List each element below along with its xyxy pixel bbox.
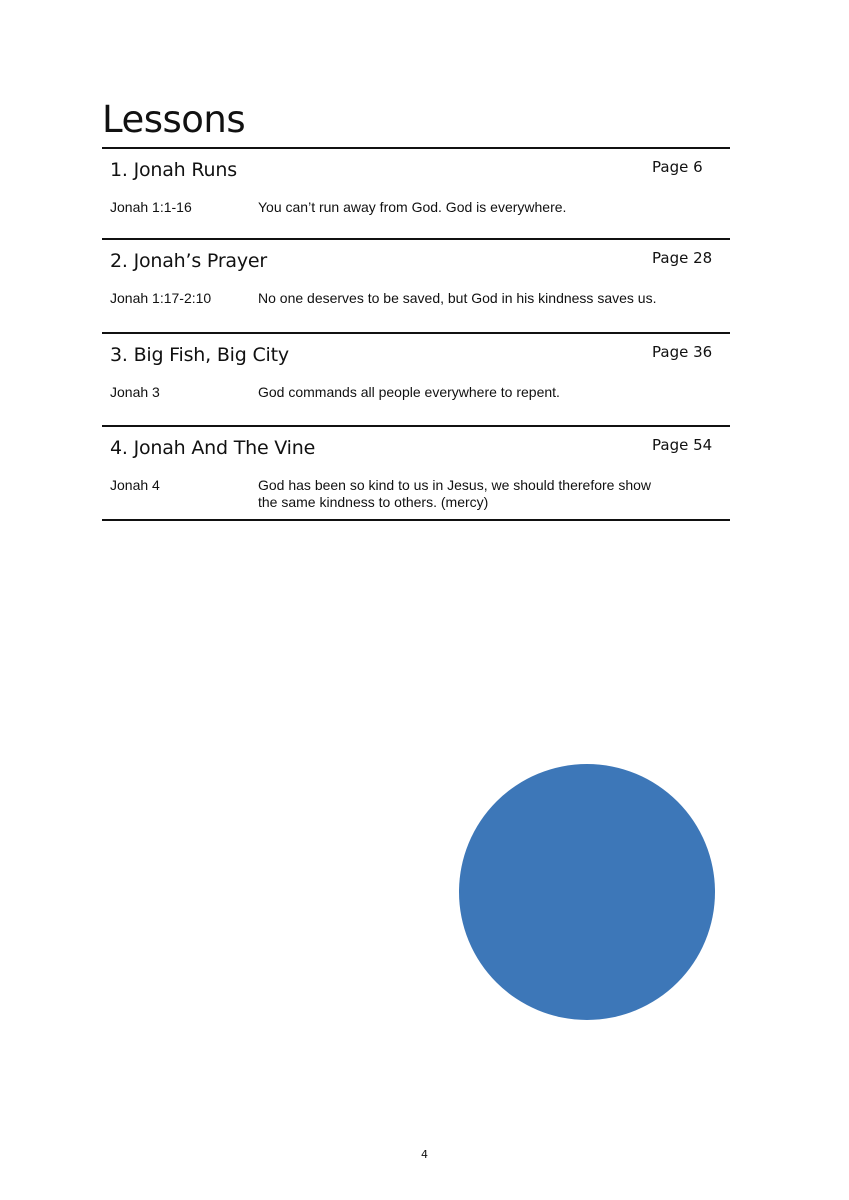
lesson-page-ref: Page 28 xyxy=(652,249,713,267)
lesson-row-1 xyxy=(102,149,730,240)
lesson-row-4 xyxy=(102,427,730,521)
lesson-summary: You can’t run away from God. God is everywhere. xyxy=(258,199,567,215)
lesson-summary: God has been so kind to us in Jesus, we should therefore show the same kindness to others. (mercy) xyxy=(258,477,652,510)
lesson-row-2 xyxy=(102,240,730,334)
lesson-page-ref: Page 36 xyxy=(652,343,713,361)
lesson-scripture-ref: Jonah 1:1-16 xyxy=(110,199,192,215)
lesson-scripture-ref: Jonah 3 xyxy=(110,384,160,400)
lesson-title: 1. Jonah Runs xyxy=(110,159,237,181)
lesson-page-ref: Page 6 xyxy=(652,158,703,176)
lesson-scripture-ref: Jonah 4 xyxy=(110,477,160,493)
lesson-title: 2. Jonah’s Prayer xyxy=(110,250,268,272)
page-number: 4 xyxy=(421,1148,428,1161)
lesson-title: 3. Big Fish, Big City xyxy=(110,344,289,366)
lesson-page-ref: Page 54 xyxy=(652,436,713,454)
lesson-summary: God commands all people everywhere to repent. xyxy=(258,384,560,400)
lesson-row-3 xyxy=(102,334,730,427)
lesson-summary: No one deserves to be saved, but God in his kindness saves us. xyxy=(258,290,657,306)
lesson-scripture-ref: Jonah 1:17-2:10 xyxy=(110,290,212,306)
page-title: Lessons xyxy=(102,98,246,141)
decorative-blue-circle xyxy=(459,764,715,1020)
lesson-title: 4. Jonah And The Vine xyxy=(110,437,316,459)
lessons-table xyxy=(102,147,730,521)
